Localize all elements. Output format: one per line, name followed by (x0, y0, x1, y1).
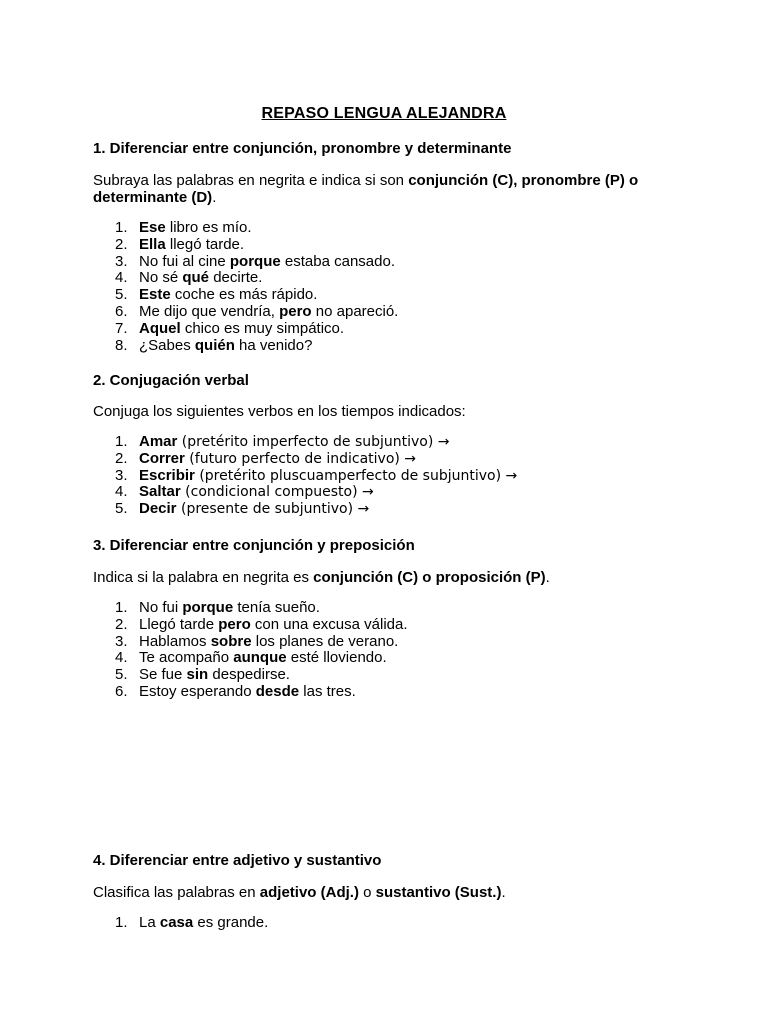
list-item (93, 338, 398, 355)
item-text: las tres. (299, 682, 356, 700)
item-text: con una excusa válida. (250, 615, 408, 633)
item-text: estaba cansado. (280, 252, 395, 270)
instr-text: . (545, 569, 550, 586)
item-text: No fui (139, 599, 183, 616)
item-number: 3. (115, 632, 128, 650)
item-text: (futuro perfecto de indicativo) → (184, 450, 417, 467)
item-number: 1. (115, 914, 128, 931)
item-bold: Correr (139, 449, 185, 467)
item-bold: Amar (139, 433, 178, 450)
item-text: libro es mío. (165, 219, 252, 236)
item-text: esté lloviendo. (286, 649, 387, 667)
item-text: es grande. (193, 914, 269, 931)
item-number: 5. (115, 286, 128, 304)
item-bold: pero (279, 302, 312, 320)
item-bold: porque (229, 252, 281, 270)
section-4-heading: 4. Diferenciar entre adjetivo y sustantivo (93, 852, 382, 869)
item-number: 3. (115, 466, 128, 484)
item-number: 5. (115, 666, 128, 684)
item-number: 4. (115, 483, 128, 501)
item-number: 1. (115, 599, 128, 616)
list-item (93, 304, 398, 321)
item-number: 2. (115, 235, 128, 253)
list-item (93, 451, 517, 468)
item-number: 3. (115, 252, 128, 270)
list-item (93, 650, 408, 667)
instr-text: o (358, 884, 376, 901)
item-text: ha venido? (234, 336, 313, 354)
item-number: 8. (115, 336, 128, 354)
section-3-instructions (93, 569, 693, 586)
item-number: 6. (115, 302, 128, 320)
item-bold: Escribir (139, 466, 195, 484)
item-bold: Ella (139, 235, 166, 253)
item-text: (pretérito imperfecto de subjuntivo) → (177, 434, 450, 450)
list-item (93, 270, 398, 287)
item-bold: Este (139, 286, 171, 304)
item-text: chico es muy simpático. (180, 319, 345, 337)
item-bold: Ese (139, 219, 166, 236)
section-1-instructions (93, 172, 693, 206)
item-text: despedirse. (208, 666, 290, 684)
list-item (93, 468, 517, 485)
item-number: 5. (115, 500, 128, 518)
item-bold: quién (194, 336, 235, 354)
list-item (93, 667, 408, 684)
section-1-list (93, 220, 398, 354)
section-3-list (93, 600, 408, 701)
item-text: decirte. (209, 269, 263, 287)
list-item (93, 617, 408, 634)
item-text: (pretérito pluscuamperfecto de subjuntivo) → (194, 467, 518, 484)
item-bold: Aquel (139, 319, 181, 337)
instr-text: Subraya las palabras en negrita e indica si son (93, 172, 409, 189)
instr-bold: conjunción (C), pronombre (P) o determinante (D) (93, 172, 639, 206)
instr-text: Clasifica las palabras en (93, 884, 260, 901)
list-item (93, 237, 398, 254)
item-number: 1. (115, 433, 128, 450)
item-text: ¿Sabes (139, 336, 195, 354)
item-text: Te acompaño (139, 649, 234, 667)
item-bold: Saltar (139, 483, 181, 501)
item-bold: pero (218, 615, 251, 633)
item-bold: Decir (139, 500, 177, 518)
item-bold: desde (255, 682, 300, 700)
section-4-list (93, 915, 268, 932)
list-item (93, 254, 398, 271)
list-item (93, 501, 517, 518)
list-item (93, 600, 408, 617)
list-item (93, 220, 398, 237)
instr-text: . (212, 189, 217, 206)
item-text: no apareció. (311, 302, 399, 320)
item-bold: sin (186, 666, 209, 684)
list-item (93, 915, 268, 932)
item-text: (condicional compuesto) → (180, 484, 374, 501)
list-item (93, 434, 517, 451)
page-title: REPASO LENGUA ALEJANDRA (261, 105, 507, 122)
item-bold: casa (159, 914, 194, 931)
section-1-heading: 1. Diferenciar entre conjunción, pronombre y determinante (93, 140, 512, 157)
item-bold: sobre (210, 632, 252, 650)
item-text: La (139, 914, 160, 931)
item-bold: porque (182, 599, 234, 616)
section-4-instructions (93, 884, 693, 901)
instr-bold: adjetivo (Adj.) (259, 884, 359, 901)
item-number: 6. (115, 682, 128, 700)
item-text: coche es más rápido. (170, 286, 318, 304)
list-item (93, 484, 517, 501)
instr-text: . (501, 884, 506, 901)
item-text: Estoy esperando (139, 682, 256, 700)
list-item (93, 634, 408, 651)
section-2-instructions: Conjuga los siguientes verbos en los tiempos indicados: (93, 403, 466, 420)
item-bold: aunque (233, 649, 287, 667)
item-text: los planes de verano. (251, 632, 399, 650)
list-item (93, 684, 408, 701)
section-2-list (93, 434, 517, 518)
item-number: 1. (115, 219, 128, 236)
item-text: (presente de subjuntivo) → (176, 501, 370, 518)
item-text: Hablamos (139, 632, 211, 650)
item-number: 2. (115, 449, 128, 467)
item-number: 7. (115, 319, 128, 337)
list-item (93, 321, 398, 338)
item-text: Se fue (139, 666, 187, 684)
item-number: 4. (115, 649, 128, 667)
item-text: No fui al cine (139, 252, 230, 270)
instr-text: Indica si la palabra en negrita es (93, 569, 314, 586)
instr-bold: conjunción (C) o proposición (P) (313, 569, 546, 586)
instr-bold: sustantivo (Sust.) (375, 884, 502, 901)
item-bold: qué (182, 269, 210, 287)
item-number: 4. (115, 269, 128, 287)
item-text: No sé (139, 269, 183, 287)
section-3-heading: 3. Diferenciar entre conjunción y preposición (93, 537, 415, 554)
list-item (93, 287, 398, 304)
section-2-heading: 2. Conjugación verbal (93, 372, 249, 389)
item-number: 2. (115, 615, 128, 633)
item-text: Llegó tarde (139, 615, 219, 633)
item-text: llegó tarde. (165, 235, 245, 253)
item-text: Me dijo que vendría, (139, 302, 280, 320)
item-text: tenía sueño. (233, 599, 320, 616)
